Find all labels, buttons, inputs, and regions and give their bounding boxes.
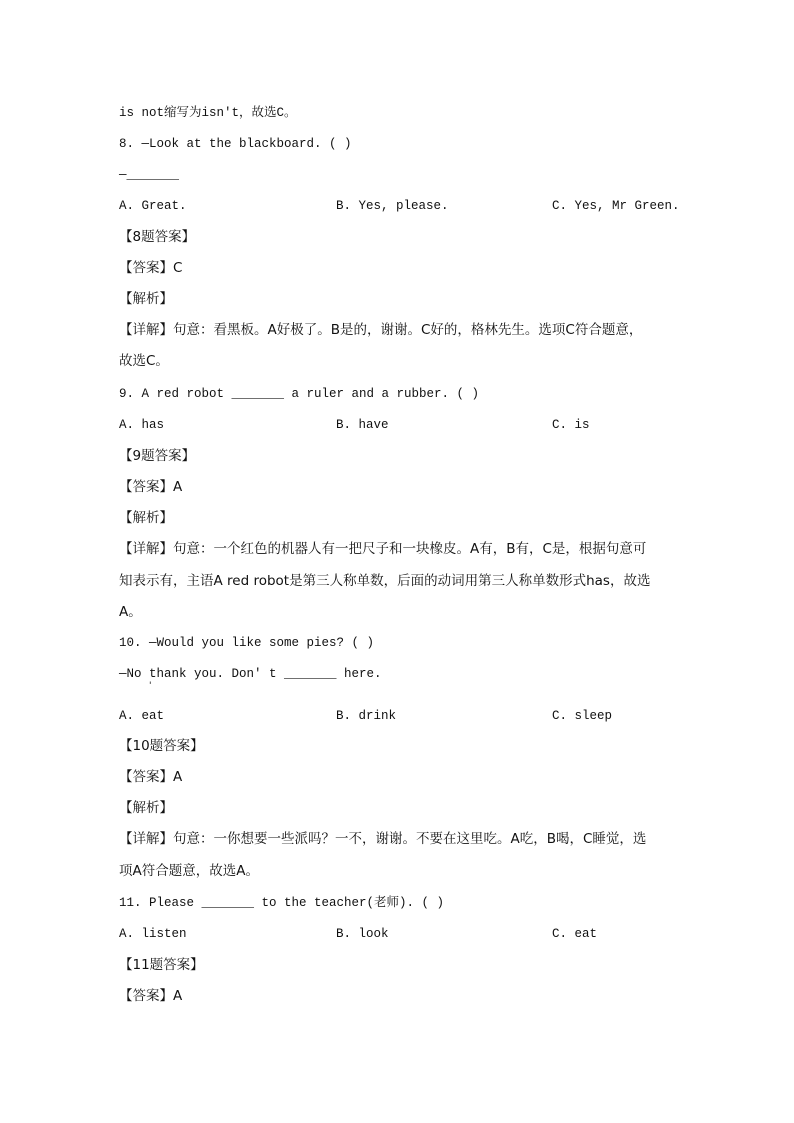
- question-8: 8. —Look at the blackboard. ( ): [119, 137, 352, 151]
- analysis-label-8: 【解析】: [119, 291, 173, 307]
- comma-mark: ': [149, 681, 152, 691]
- option-c: C. is: [552, 418, 590, 432]
- answer-8: 【答案】C: [119, 260, 183, 276]
- explanation-9-line1: 【详解】句意：一个红色的机器人有一把尺子和一块橡皮。A有，B有，C是，根据句意可: [119, 541, 647, 557]
- question-11: 11. Please _______ to the teacher(老师). ( ): [119, 896, 445, 910]
- question-10-reply: —No thank you. Don' t _______ here.: [119, 667, 382, 681]
- analysis-label-10: 【解析】: [119, 800, 173, 816]
- explanation-9-line2: 知表示有，主语A red robot是第三人称单数，后面的动词用第三人称单数形式has，故选: [119, 573, 651, 589]
- explanation-8-line1: 【详解】句意：看黑板。A好极了。B是的，谢谢。C好的，格林先生。选项C符合题意，: [119, 322, 643, 338]
- answer-11: 【答案】A: [119, 988, 183, 1004]
- explanation-9-line3: A。: [119, 604, 142, 620]
- option-c: C. eat: [552, 927, 598, 941]
- option-a: A. listen: [119, 927, 187, 941]
- option-a: A. has: [119, 418, 165, 432]
- answer-header-11: 【11题答案】: [119, 957, 204, 973]
- question-10: 10. —Would you like some pies? ( ): [119, 636, 375, 650]
- explanation-8-line2: 故选C。: [119, 353, 169, 369]
- analysis-label-9: 【解析】: [119, 510, 173, 526]
- text-line: is not缩写为isn't，故选C。: [119, 106, 297, 120]
- question-9: 9. A red robot _______ a ruler and a rubber. ( ): [119, 387, 480, 401]
- explanation-10-line1: 【详解】句意：一你想要一些派吗？一不，谢谢。不要在这里吃。A吃，B喝，C睡觉，选: [119, 831, 647, 847]
- question-8-blank: —_______: [119, 168, 180, 182]
- answer-9: 【答案】A: [119, 479, 183, 495]
- answer-header-10: 【10题答案】: [119, 738, 204, 754]
- option-a: A. Great.: [119, 199, 187, 213]
- option-b: B. Yes, please.: [336, 199, 449, 213]
- option-c: C. sleep: [552, 709, 613, 723]
- option-a: A. eat: [119, 709, 165, 723]
- answer-header-8: 【8题答案】: [119, 229, 196, 245]
- answer-header-9: 【9题答案】: [119, 448, 196, 464]
- option-c: C. Yes, Mr Green.: [552, 199, 680, 213]
- option-b: B. have: [336, 418, 389, 432]
- explanation-10-line2: 项A符合题意，故选A。: [119, 863, 259, 879]
- option-b: B. look: [336, 927, 389, 941]
- option-b: B. drink: [336, 709, 397, 723]
- answer-10: 【答案】A: [119, 769, 183, 785]
